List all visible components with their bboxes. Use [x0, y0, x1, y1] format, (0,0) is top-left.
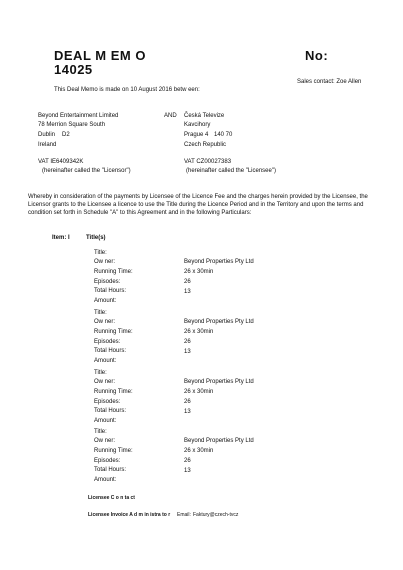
item-episodes-label: Episodes:	[94, 339, 121, 345]
item-episodes: 26	[184, 458, 191, 464]
item-hours: 13	[184, 349, 191, 355]
licensor-called: (hereinafter called the "Licensor")	[42, 168, 131, 174]
licensor-city: Dublin	[38, 132, 56, 138]
item-running-label: Running Time:	[94, 329, 133, 335]
item-running: 26 x 30min	[184, 269, 214, 275]
item-block	[0, 250, 403, 310]
item-title-label: Title:	[94, 429, 107, 435]
titles-column-header: Title(s)	[86, 235, 106, 241]
item-amount-label: Amount:	[94, 418, 117, 424]
item-hours-label: Total Hours:	[94, 288, 127, 294]
item-hours: 13	[184, 468, 191, 474]
item-amount-label: Amount:	[94, 477, 117, 483]
item-owner-label: Ow ner:	[94, 379, 116, 385]
memo-number-label: No:	[305, 48, 329, 63]
licensor-postcode: D2	[62, 132, 70, 138]
item-running: 26 x 30min	[184, 448, 214, 454]
intro-line: This Deal Memo is made on 10 August 2016 betw een:	[54, 87, 200, 93]
item-episodes-label: Episodes:	[94, 399, 121, 405]
licensor-address: 78 Merrion Square South	[38, 122, 106, 128]
licensee-postcode: 140 70	[214, 132, 233, 138]
invoice-admin-label: Licensee Invoice A d m in istra to r	[88, 512, 171, 518]
licensor-vat: VAT IE6409342K	[38, 159, 84, 165]
and-label: AND	[164, 113, 177, 119]
item-block	[0, 310, 403, 370]
item-amount-label: Amount:	[94, 358, 117, 364]
item-episodes-label: Episodes:	[94, 458, 121, 464]
item-owner: Beyond Properties Pty Ltd	[184, 438, 254, 444]
item-episodes: 26	[184, 339, 191, 345]
email-link[interactable]: Faktury@czech-tvcz	[193, 512, 239, 518]
item-episodes-label: Episodes:	[94, 279, 121, 285]
licensee-address: Kavcihory	[184, 122, 211, 128]
item-block	[0, 370, 403, 430]
item-owner: Beyond Properties Pty Ltd	[184, 259, 254, 265]
item-running: 26 x 30min	[184, 329, 214, 335]
licensee-vat: VAT CZ00027383	[184, 159, 232, 165]
licensee-contact-label: Licensee C o n ta ct	[88, 495, 135, 501]
item-owner: Beyond Properties Pty Ltd	[184, 379, 254, 385]
item-owner-label: Ow ner:	[94, 319, 116, 325]
item-title-label: Title:	[94, 250, 107, 256]
licensee-name: Česká Televize	[184, 113, 225, 119]
item-running-label: Running Time:	[94, 448, 133, 454]
sales-contact: Sales contact: Zoe Allen	[297, 79, 362, 85]
item-hours: 13	[184, 289, 191, 295]
item-hours-label: Total Hours:	[94, 348, 127, 354]
item-owner-label: Ow ner:	[94, 438, 116, 444]
item-episodes: 26	[184, 399, 191, 405]
item-block	[0, 429, 403, 489]
memo-number: 14025	[54, 62, 93, 77]
licensee-country: Czech Republic	[184, 142, 227, 148]
item-hours-label: Total Hours:	[94, 408, 127, 414]
item-episodes: 26	[184, 279, 191, 285]
item-hours: 13	[184, 409, 191, 415]
item-running: 26 x 30min	[184, 389, 214, 395]
licensee-called: (hereinafter called the "Licensee")	[186, 168, 276, 174]
memo-title: DEAL M EM O	[54, 48, 146, 63]
item-title-label: Title:	[94, 370, 107, 376]
email-label: Email:	[177, 512, 191, 518]
licensee-city: Prague 4	[184, 132, 209, 138]
item-amount-label: Amount:	[94, 298, 117, 304]
item-running-label: Running Time:	[94, 389, 133, 395]
licensor-name: Beyond Entertainment Limited	[38, 113, 119, 119]
whereas-paragraph: Whereby in consideration of the payments by Licensee of the Licence Fee and the charges herein provided by the Licensee, the Licensor grants to the Licensee a licence to use the Title during the Licence Period and in the Territory and upon the terms and condition set forth in Schedule "A" to this Agreement and in the following Particulars:	[28, 194, 368, 216]
item-owner-label: Ow ner:	[94, 259, 116, 265]
item-hours-label: Total Hours:	[94, 467, 127, 473]
item-column-header: Item: I	[52, 235, 70, 241]
item-title-label: Title:	[94, 310, 107, 316]
licensor-country: Ireland	[38, 142, 57, 148]
item-owner: Beyond Properties Pty Ltd	[184, 319, 254, 325]
item-running-label: Running Time:	[94, 269, 133, 275]
